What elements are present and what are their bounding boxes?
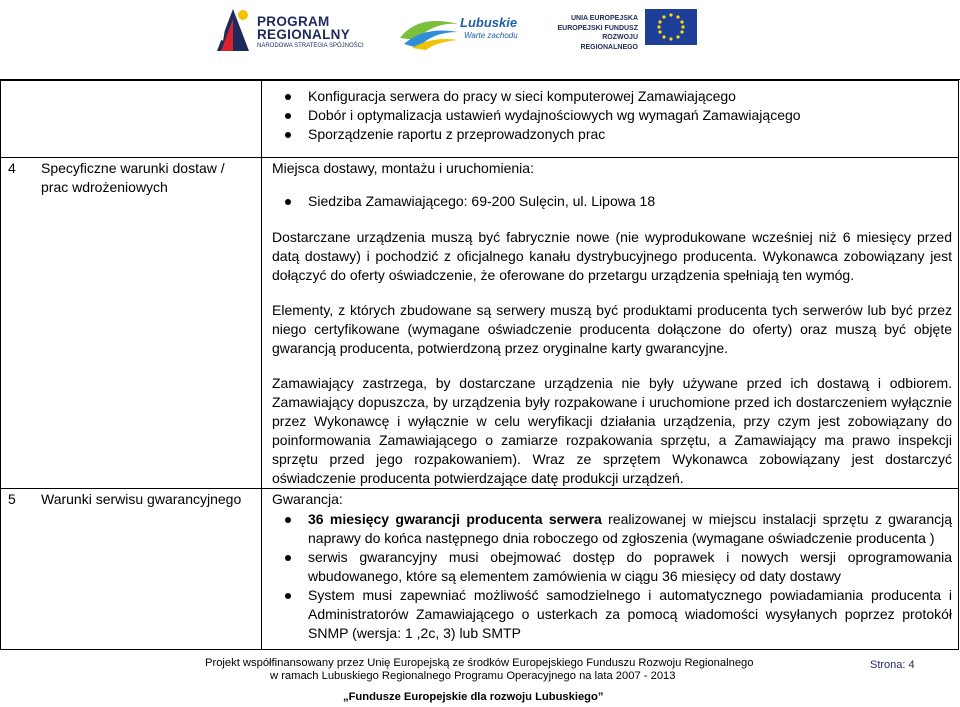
lubuskie-logo	[398, 8, 528, 54]
specification-table	[0, 80, 959, 650]
eu-logo	[548, 9, 698, 51]
warranty-intro: Gwarancja:	[272, 491, 343, 507]
configuration-cell	[262, 81, 959, 158]
table-row	[1, 489, 959, 650]
row4-label-cell	[1, 158, 262, 489]
page-footer	[0, 655, 960, 707]
row-number: 5	[8, 491, 16, 507]
bullet-icon	[285, 517, 291, 523]
page-number: Strona: 4	[870, 659, 915, 671]
paragraph-new-devices: Dostarczane urządzenia muszą być fabrycznie nowe (nie wyprodukowane wcześniej niż 6 miesięcy przed datą dostawy) i pochodzić z oficjalnego kanału dystrybucyjnego producenta. Wykonawca zobowiązany jest dołączyć do oferty oświadczenie, że oferowane do przetargu urządzenia spełniają ten wymóg.	[272, 229, 952, 283]
row-label: Specyficzne warunki dostaw / prac wdrożeniowych	[41, 160, 225, 195]
delivery-intro: Miejsca dostawy, montażu i uruchomienia:	[272, 160, 534, 176]
footer-program: w ramach Lubuskiego Regionalnego Programu Operacyjnego na lata 2007 - 2013	[270, 670, 676, 682]
list-item: serwis gwarancyjny musi obejmować dostęp do poprawek i nowych wersji oprogramowania wbudowanego, które są elementem zamówienia w ciągu 36 miesięcy od daty dostawy	[262, 548, 952, 586]
paragraph-unpacking: Zamawiający zastrzega, by dostarczane urządzenia nie były używane przed ich dostawą i odbiorem. Zamawiający dopuszcza, by urządzenia były rozpakowane i uruchomione przed ich dostarczeniem wyłącznie przez Wykonawcę i wyłącznie w celu weryfikacji działania urządzenia, przy czym jest zobowiązany do poinformowania Zamawiającego o zamiarze rozpakowania sprzętu, a Zamawiający ma prawo inspekcji sprzętu przed jego rozpakowaniem). Wraz ze sprzętem Wykonawca zobowiązany jest dostarczyć oświadczenie producenta potwierdzające datę produkcji urządzeń.	[272, 375, 952, 486]
empty-label-cell	[1, 81, 262, 158]
row4-content-cell	[262, 158, 959, 489]
warranty-list	[262, 510, 952, 643]
list-item: Sporządzenie raportu z przeprowadzonych prac	[262, 125, 952, 144]
footer-slogan: „Fundusze Europejskie dla rozwoju Lubuskiego”	[343, 691, 604, 703]
lubuskie-logo-icon	[398, 10, 460, 50]
bullet-icon	[285, 199, 291, 205]
bullet-icon	[285, 113, 291, 119]
program-logo-subtitle: NARODOWA STRATEGIA SPÓJNOŚCI	[257, 43, 364, 49]
bullet-icon	[285, 555, 291, 561]
configuration-list	[262, 87, 952, 144]
list-item: Dobór i optymalizacja ustawień wydajnościowych wg wymagań Zamawiającego	[262, 106, 952, 125]
bullet-icon	[285, 94, 291, 100]
program-logo-icon	[213, 5, 253, 55]
list-item: Siedziba Zamawiającego: 69-200 Sulęcin, ul. Lipowa 18	[262, 192, 952, 211]
footer-cofinancing: Projekt współfinansowany przez Unię Europejską ze środków Europejskiego Funduszu Rozwoju Regionalnego	[205, 657, 754, 669]
row-label: Warunki serwisu gwarancyjnego	[41, 491, 242, 507]
list-item: System musi zapewniać możliwość samodzielnego i automatycznego powiadamiania producenta i Administratorów Zamawiającego o usterkach za pomocą wiadomości wysyłanych poprzez protokół SNMP (wersja: 1 ,2c, 3) lub SMTP	[262, 586, 952, 643]
page-header	[0, 0, 960, 62]
row-number: 4	[8, 160, 16, 176]
list-item: Konfiguracja serwera do pracy w sieci komputerowej Zamawiającego	[262, 87, 952, 106]
bullet-icon	[285, 132, 291, 138]
eu-logo-text: UNIA EUROPEJSKA EUROPEJSKI FUNDUSZ ROZWOJU REGIONALNEGO	[557, 15, 638, 51]
eu-flag-icon	[645, 9, 697, 45]
location-list	[262, 192, 952, 211]
table-row	[1, 158, 959, 489]
program-logo-title: PROGRAM REGIONALNY	[257, 14, 351, 42]
lubuskie-logo-tagline: Warte zachodu	[464, 31, 518, 40]
bullet-icon	[285, 593, 291, 599]
lubuskie-logo-name: Lubuskie	[460, 15, 518, 30]
row5-content-cell	[262, 489, 959, 650]
table-row	[1, 81, 959, 158]
program-regionalny-logo	[213, 5, 373, 57]
row5-label-cell	[1, 489, 262, 650]
list-item: 36 miesięcy gwarancji producenta serwera realizowanej w miejscu instalacji sprzętu z gwarancją naprawy do końca następnego dnia roboczego od zgłoszenia (wymagane oświadczenie producenta )	[262, 510, 952, 548]
paragraph-certification: Elementy, z których zbudowane są serwery muszą być produktami producenta tych serwerów lub być przez niego certyfikowane (wymagane oświadczenie producenta dołączone do oferty) oraz muszą być objęte gwarancją producenta, potwierdzoną przez oryginalne karty gwarancyjne.	[272, 302, 952, 356]
